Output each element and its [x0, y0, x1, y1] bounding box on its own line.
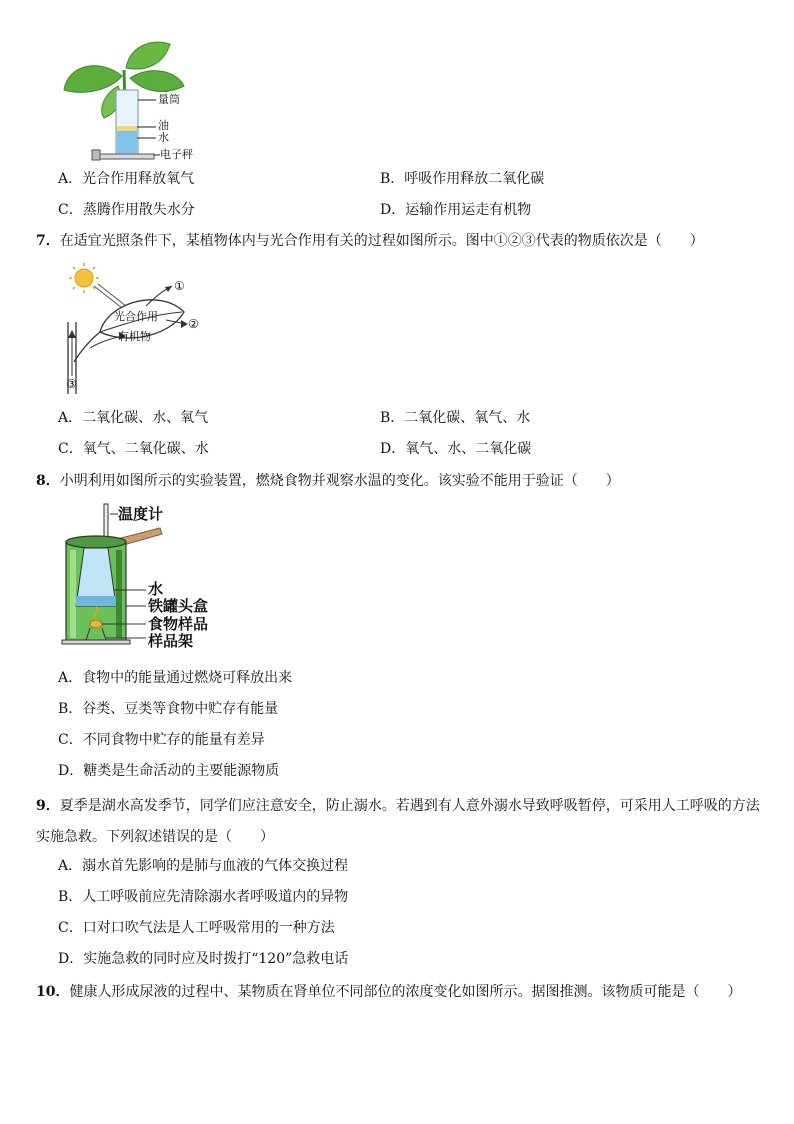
- q10-number: 10．: [36, 984, 70, 1000]
- marker-3: ③: [66, 377, 77, 391]
- label-cylinder: 量筒: [158, 93, 180, 106]
- q10-stem: 10．健康人形成尿液的过程中、某物质在肾单位不同部位的浓度变化如图所示。据图推测。该物质可能是（ ）: [36, 984, 742, 1000]
- marker-1: ①: [174, 279, 185, 293]
- q7-number: 7．: [36, 233, 60, 249]
- label-food-sample: 食物样品: [148, 615, 209, 633]
- label-sample-stand: 样品架: [148, 632, 194, 650]
- q8-stem: 8．小明利用如图所示的实验装置，燃烧食物并观察水温的变化。该实验不能用于验证（ ）: [36, 473, 620, 489]
- q8-option-d[interactable]: D．糖类是生命活动的主要能源物质: [58, 763, 280, 779]
- label-oil: 油: [158, 119, 169, 132]
- q6-option-b[interactable]: B．呼吸作用释放二氧化碳: [380, 171, 545, 187]
- marker-2: ②: [188, 317, 199, 331]
- figure-q6: [60, 38, 230, 162]
- figure-q7: [60, 262, 210, 394]
- q7-option-a[interactable]: A．二氧化碳、水、氧气: [58, 410, 209, 426]
- label-water: 水: [158, 131, 169, 144]
- q7-stem: 7．在适宜光照条件下，某植物体内与光合作用有关的过程如图所示。图中①②③代表的物质依次是（ ）: [36, 233, 704, 249]
- q9-option-c[interactable]: C．口对口吹气法是人工呼吸常用的一种方法: [58, 920, 335, 936]
- plant-cylinder-diagram: [60, 38, 230, 162]
- q6-option-d[interactable]: D．运输作用运走有机物: [380, 202, 532, 218]
- q8-number: 8．: [36, 473, 60, 489]
- label-tin-can: 铁罐头盒: [148, 597, 209, 615]
- q6-option-a[interactable]: A．光合作用释放氧气: [58, 171, 195, 187]
- q9-option-a[interactable]: A．溺水首先影响的是肺与血液的气体交换过程: [58, 858, 349, 874]
- label-thermometer: 温度计: [118, 505, 164, 523]
- q9-option-d[interactable]: D．实施急救的同时应及时拨打“120”急救电话: [58, 951, 349, 967]
- q7-option-c[interactable]: C．氧气、二氧化碳、水: [58, 441, 209, 457]
- leaf-label-photosynthesis: 光合作用: [114, 310, 158, 323]
- figure-q8: [60, 502, 230, 652]
- label-water: 水: [148, 580, 164, 598]
- q7-option-d[interactable]: D．氧气、水、二氧化碳: [380, 441, 532, 457]
- q6-option-c[interactable]: C．蒸腾作用散失水分: [58, 202, 195, 218]
- q8-option-a[interactable]: A．食物中的能量通过燃烧可释放出来: [58, 670, 293, 686]
- q8-option-b[interactable]: B．谷类、豆类等食物中贮存有能量: [58, 701, 279, 717]
- label-scale: 电子秤: [160, 148, 193, 161]
- leaf-label-organic: 有机物: [118, 330, 151, 343]
- q9-number: 9．: [36, 798, 60, 814]
- q7-option-b[interactable]: B．二氧化碳、氧气、水: [380, 410, 531, 426]
- q9-option-b[interactable]: B．人工呼吸前应先清除溺水者呼吸道内的异物: [58, 889, 349, 905]
- q9-stem: 9．夏季是湖水高发季节，同学们应注意安全，防止溺水。若遇到有人意外溺水导致呼吸暂停，可采用人工呼吸的方法实施急救。下列叙述错误的是（ ）: [36, 798, 760, 845]
- q8-option-c[interactable]: C．不同食物中贮存的能量有差异: [58, 732, 265, 748]
